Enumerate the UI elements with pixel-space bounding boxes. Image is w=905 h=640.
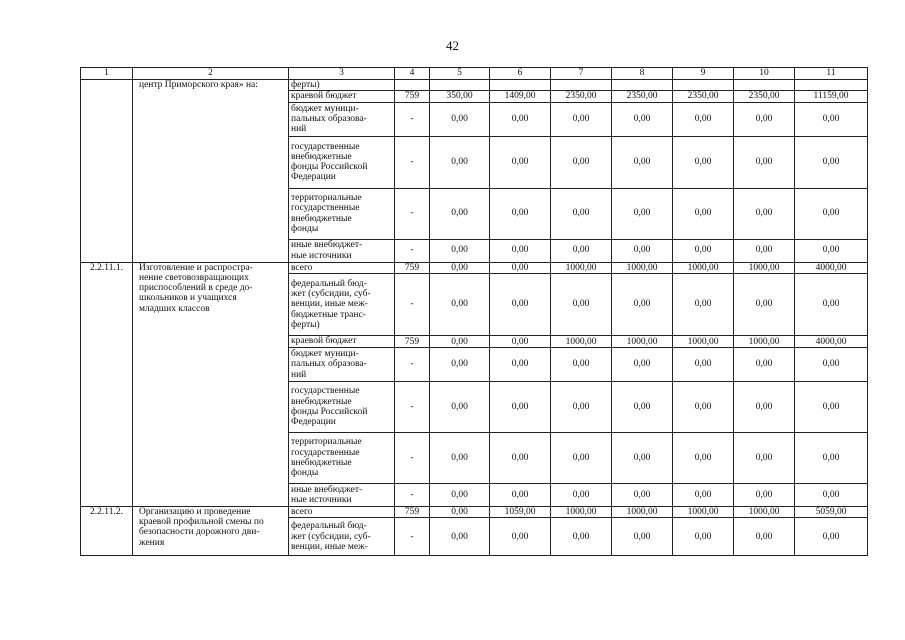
funding-source: территориальные государственные внебюджетные фонды (289, 188, 395, 239)
item-code (81, 80, 133, 263)
amount-cell: 0,00 (490, 483, 551, 506)
amount-cell: 0,00 (612, 239, 673, 262)
amount-cell: 1000,00 (673, 506, 734, 517)
budget-code-cell: - (395, 102, 430, 136)
item-code: 2.2.11.1. (81, 262, 133, 506)
amount-cell: 0,00 (673, 239, 734, 262)
amount-cell: 0,00 (490, 188, 551, 239)
funding-source: государственные внебюджетные фонды Российской Федерации (289, 136, 395, 188)
amount-cell: 0,00 (430, 102, 490, 136)
amount-cell: 0,00 (795, 102, 868, 136)
amount-cell: 0,00 (795, 188, 868, 239)
page-number: 42 (446, 38, 459, 53)
amount-cell: 0,00 (551, 432, 612, 483)
amount-cell (430, 80, 490, 91)
amount-cell: 2350,00 (673, 91, 734, 102)
funding-source: государственные внебюджетные фонды Российской Федерации (289, 381, 395, 432)
amount-cell: 0,00 (430, 347, 490, 381)
amount-cell: 0,00 (673, 381, 734, 432)
amount-cell: 0,00 (795, 239, 868, 262)
funding-source: федеральный бюд- жет (субсидии, суб- венции, иные меж- (289, 518, 395, 556)
budget-code-cell: - (395, 518, 430, 556)
amount-cell: 0,00 (673, 347, 734, 381)
funding-source: краевой бюджет (289, 335, 395, 347)
amount-cell: 0,00 (551, 518, 612, 556)
amount-cell: 0,00 (795, 432, 868, 483)
amount-cell: 0,00 (551, 381, 612, 432)
amount-cell: 0,00 (734, 381, 795, 432)
amount-cell (490, 80, 551, 91)
amount-cell: 0,00 (673, 273, 734, 335)
amount-cell: 1000,00 (551, 506, 612, 517)
amount-cell: 0,00 (551, 273, 612, 335)
amount-cell (795, 80, 868, 91)
amount-cell: 0,00 (734, 273, 795, 335)
funding-source: всего (289, 506, 395, 517)
amount-cell: 1000,00 (612, 506, 673, 517)
amount-cell: 0,00 (430, 136, 490, 188)
amount-cell: 1059,00 (490, 506, 551, 517)
amount-cell: 0,00 (490, 518, 551, 556)
amount-cell: 0,00 (551, 136, 612, 188)
amount-cell: 0,00 (795, 347, 868, 381)
table-row (81, 80, 868, 91)
amount-cell: 0,00 (490, 136, 551, 188)
amount-cell: 0,00 (490, 335, 551, 347)
amount-cell: 0,00 (430, 188, 490, 239)
amount-cell: 0,00 (673, 136, 734, 188)
amount-cell: 0,00 (734, 432, 795, 483)
budget-code-cell: 759 (395, 91, 430, 102)
amount-cell: 0,00 (490, 102, 551, 136)
amount-cell (673, 80, 734, 91)
amount-cell: 0,00 (673, 432, 734, 483)
amount-cell: 1000,00 (551, 262, 612, 273)
amount-cell: 0,00 (430, 239, 490, 262)
col-header-2: 2 (133, 68, 289, 80)
amount-cell: 0,00 (612, 136, 673, 188)
funding-source: федеральный бюд- жет (субсидии, суб- венции, иные меж- бюджетные транс- ферты) (289, 273, 395, 335)
item-title: Изготовление и распростра- нение световозвращающих приспособлений в среде до- школьников и учащихся младших классов (133, 262, 289, 506)
amount-cell: 0,00 (430, 381, 490, 432)
amount-cell: 0,00 (734, 136, 795, 188)
amount-cell: 0,00 (734, 347, 795, 381)
amount-cell: 0,00 (612, 518, 673, 556)
amount-cell: 0,00 (490, 381, 551, 432)
funding-source: краевой бюджет (289, 91, 395, 102)
budget-code-cell: 759 (395, 335, 430, 347)
col-header-6: 6 (490, 68, 551, 80)
amount-cell: 0,00 (430, 262, 490, 273)
amount-cell: 2350,00 (551, 91, 612, 102)
col-header-10: 10 (734, 68, 795, 80)
budget-code-cell: - (395, 347, 430, 381)
amount-cell (734, 80, 795, 91)
budget-code-cell: - (395, 483, 430, 506)
col-header-9: 9 (673, 68, 734, 80)
amount-cell: 0,00 (551, 188, 612, 239)
amount-cell: 0,00 (612, 483, 673, 506)
amount-cell: 0,00 (612, 273, 673, 335)
col-header-4: 4 (395, 68, 430, 80)
amount-cell: 0,00 (795, 483, 868, 506)
col-header-1: 1 (81, 68, 133, 80)
amount-cell: 0,00 (430, 483, 490, 506)
amount-cell: 0,00 (673, 188, 734, 239)
amount-cell (551, 80, 612, 91)
funding-source: всего (289, 262, 395, 273)
budget-code-cell: - (395, 381, 430, 432)
amount-cell: 0,00 (551, 239, 612, 262)
col-header-5: 5 (430, 68, 490, 80)
amount-cell: 0,00 (490, 432, 551, 483)
budget-table (80, 67, 868, 556)
funding-source: бюджет муници- пальных образова- ний (289, 347, 395, 381)
column-number-row (81, 68, 868, 80)
amount-cell: 2350,00 (612, 91, 673, 102)
amount-cell: 0,00 (430, 518, 490, 556)
amount-cell: 0,00 (734, 188, 795, 239)
amount-cell: 1000,00 (673, 262, 734, 273)
amount-cell: 0,00 (430, 335, 490, 347)
amount-cell: 4000,00 (795, 262, 868, 273)
amount-cell: 5059,00 (795, 506, 868, 517)
amount-cell: 0,00 (612, 381, 673, 432)
amount-cell: 1000,00 (734, 262, 795, 273)
amount-cell: 0,00 (673, 102, 734, 136)
amount-cell: 0,00 (795, 136, 868, 188)
amount-cell: 0,00 (490, 347, 551, 381)
amount-cell: 0,00 (430, 273, 490, 335)
amount-cell: 2350,00 (734, 91, 795, 102)
amount-cell: 0,00 (795, 273, 868, 335)
col-header-11: 11 (795, 68, 868, 80)
amount-cell: 0,00 (612, 432, 673, 483)
amount-cell: 1000,00 (551, 335, 612, 347)
amount-cell: 1000,00 (734, 506, 795, 517)
amount-cell: 0,00 (490, 239, 551, 262)
amount-cell: 0,00 (430, 506, 490, 517)
amount-cell: 0,00 (734, 102, 795, 136)
budget-code-cell: 759 (395, 262, 430, 273)
item-title: центр Приморского края» на: (133, 80, 289, 263)
budget-code-cell: - (395, 239, 430, 262)
amount-cell: 0,00 (612, 102, 673, 136)
amount-cell: 0,00 (490, 262, 551, 273)
col-header-7: 7 (551, 68, 612, 80)
item-title: Организацию и проведение краевой профильной смены по безопасности дорожного дви- жения (133, 506, 289, 555)
funding-source: бюджет муници- пальных образова- ний (289, 102, 395, 136)
amount-cell: 1000,00 (673, 335, 734, 347)
amount-cell: 0,00 (734, 483, 795, 506)
amount-cell: 1000,00 (612, 262, 673, 273)
amount-cell (612, 80, 673, 91)
funding-source: иные внебюджет- ные источники (289, 483, 395, 506)
amount-cell: 0,00 (612, 188, 673, 239)
amount-cell: 350,00 (430, 91, 490, 102)
amount-cell: 0,00 (673, 483, 734, 506)
amount-cell: 0,00 (551, 347, 612, 381)
budget-code-cell (395, 80, 430, 91)
amount-cell: 0,00 (551, 102, 612, 136)
amount-cell: 0,00 (430, 432, 490, 483)
amount-cell: 11159,00 (795, 91, 868, 102)
funding-source: иные внебюджет- ные источники (289, 239, 395, 262)
amount-cell: 0,00 (734, 518, 795, 556)
amount-cell: 1409,00 (490, 91, 551, 102)
funding-source: ферты) (289, 80, 395, 91)
budget-code-cell: 759 (395, 506, 430, 517)
item-code: 2.2.11.2. (81, 506, 133, 555)
table-row (81, 262, 868, 273)
col-header-8: 8 (612, 68, 673, 80)
amount-cell: 0,00 (490, 273, 551, 335)
amount-cell: 0,00 (673, 518, 734, 556)
budget-code-cell: - (395, 188, 430, 239)
amount-cell: 0,00 (795, 518, 868, 556)
table-row (81, 506, 868, 517)
amount-cell: 0,00 (734, 239, 795, 262)
amount-cell: 1000,00 (734, 335, 795, 347)
amount-cell: 0,00 (612, 347, 673, 381)
funding-source: территориальные государственные внебюджетные фонды (289, 432, 395, 483)
amount-cell: 0,00 (551, 483, 612, 506)
budget-code-cell: - (395, 136, 430, 188)
amount-cell: 4000,00 (795, 335, 868, 347)
amount-cell: 0,00 (795, 381, 868, 432)
col-header-3: 3 (289, 68, 395, 80)
budget-code-cell: - (395, 432, 430, 483)
budget-code-cell: - (395, 273, 430, 335)
amount-cell: 1000,00 (612, 335, 673, 347)
